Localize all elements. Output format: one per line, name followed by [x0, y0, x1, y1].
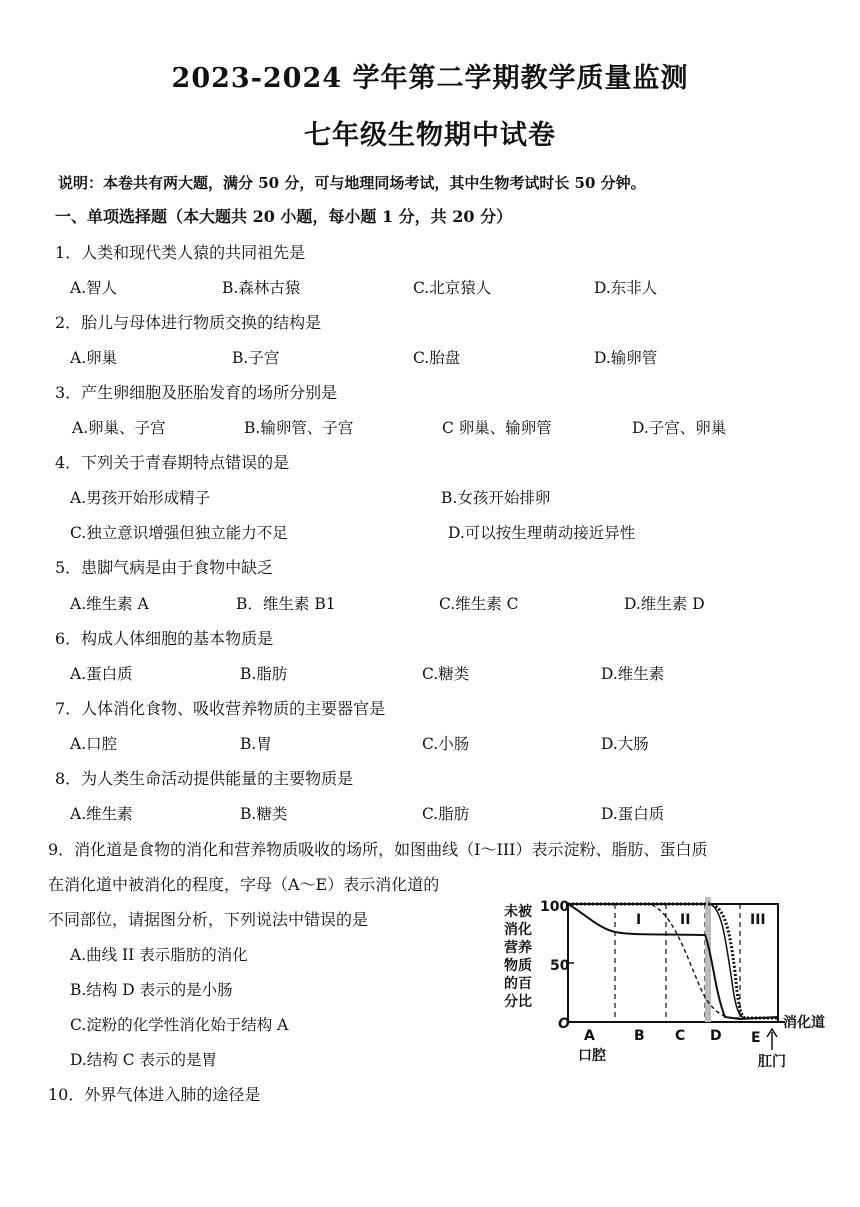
y-tick-origin: O	[558, 1016, 570, 1032]
curve-iii	[568, 904, 778, 1018]
y-tick-50: 50	[550, 958, 570, 974]
q7-option-a: A.口腔	[70, 735, 118, 753]
segment-c: C	[675, 1028, 686, 1044]
q5-option-d: D.维生素 D	[624, 595, 705, 613]
q8-option-a: A.维生素	[70, 805, 133, 823]
q9-option-d: D.结构 C 表示的是胃	[70, 1051, 218, 1069]
curve-label-ii: II	[680, 912, 691, 928]
q8-option-c: C.脂肪	[422, 805, 470, 823]
q6-option-c: C.糖类	[422, 665, 470, 683]
curve-label-iii: III	[750, 912, 766, 928]
q1-option-b: B.森林古猿	[222, 279, 301, 297]
ylabel-line-3: 营养	[504, 940, 532, 956]
curve-iii-edge	[710, 904, 744, 1018]
question-9-stem-line1: 9．消化道是食物的消化和营养物质吸收的场所，如图曲线（I～III）表示淀粉、脂肪、蛋白质	[48, 840, 708, 859]
question-9-stem-line2: 在消化道中被消化的程度，字母（A～E）表示消化道的	[48, 875, 440, 894]
q7-option-b: B.胃	[240, 735, 272, 753]
q8-option-d: D.蛋白质	[601, 805, 665, 823]
q7-option-d: D.大肠	[601, 735, 649, 753]
curve-ii	[568, 904, 778, 1018]
q1-option-d: D.东非人	[594, 279, 658, 297]
q9-option-b: B.结构 D 表示的是小肠	[70, 981, 233, 999]
mouth-label: 口腔	[578, 1048, 606, 1064]
q6-option-a: A.蛋白质	[70, 665, 133, 683]
q3-option-d: D.子宫、卵巢	[632, 419, 727, 437]
plot-frame	[568, 904, 778, 1022]
curve-label-i: I	[636, 912, 642, 928]
segment-b: B	[634, 1028, 645, 1044]
q7-option-c: C.小肠	[422, 735, 470, 753]
question-5-stem: 5．患脚气病是由于食物中缺乏	[55, 558, 274, 577]
segment-e: E	[751, 1030, 761, 1046]
x-axis-label: 消化道	[783, 1015, 825, 1031]
q4-option-a: A.男孩开始形成精子	[70, 489, 211, 507]
q1-option-a: A.智人	[70, 279, 118, 297]
section-heading: 一、单项选择题（本大题共 20 小题，每小题 1 分，共 20 分）	[55, 207, 513, 226]
question-2-stem: 2．胎儿与母体进行物质交换的结构是	[55, 313, 322, 332]
question-9-stem-line3: 不同部位，请据图分析，下列说法中错误的是	[48, 910, 369, 929]
q4-option-b: B.女孩开始排卵	[441, 489, 551, 507]
digestion-curve-figure	[500, 892, 830, 1072]
question-4-stem: 4．下列关于青春期特点错误的是	[55, 453, 290, 472]
q3-option-b: B.输卵管、子宫	[244, 419, 354, 437]
ylabel-line-4: 物质	[504, 958, 532, 974]
question-6-stem: 6．构成人体细胞的基本物质是	[55, 629, 274, 648]
q2-option-a: A.卵巢	[70, 349, 118, 367]
anus-label: 肛门	[758, 1054, 786, 1070]
ylabel-line-6: 分比	[504, 994, 532, 1010]
q5-option-a: A.维生素 A	[70, 595, 149, 613]
q9-option-c: C.淀粉的化学性消化始于结构 A	[70, 1016, 289, 1034]
segment-d: D	[710, 1028, 722, 1044]
y-tick-100: 100	[540, 899, 570, 915]
question-10-stem: 10．外界气体进入肺的途径是	[48, 1085, 261, 1104]
exam-title-line1: 2023-2024 学年第二学期教学质量监测	[171, 63, 689, 94]
gray-band	[705, 897, 711, 1022]
q9-option-a: A.曲线 II 表示脂肪的消化	[70, 946, 248, 964]
ylabel-line-1: 未被	[504, 904, 532, 920]
q3-option-a: A.卵巢、子宫	[72, 419, 166, 437]
instructions: 说明：本卷共有两大题，满分 50 分，可与地理同场考试，其中生物考试时长 50 分钟。	[58, 174, 646, 192]
q2-option-c: C.胎盘	[413, 349, 461, 367]
q1-option-c: C.北京猿人	[413, 279, 492, 297]
segment-a: A	[584, 1028, 595, 1044]
q4-option-c: C.独立意识增强但独立能力不足	[70, 524, 288, 542]
exam-title-line2: 七年级生物期中试卷	[304, 120, 556, 151]
q4-option-d: D.可以按生理萌动接近异性	[448, 524, 636, 542]
q2-option-d: D.输卵管	[594, 349, 658, 367]
ylabel-line-2: 消化	[504, 922, 532, 938]
q5-option-b: B．维生素 B1	[236, 595, 336, 613]
question-1-stem: 1．人类和现代类人猿的共同祖先是	[55, 243, 306, 262]
q3-option-c: C 卵巢、输卵管	[442, 419, 552, 437]
digestion-curve-svg	[500, 892, 830, 1072]
question-7-stem: 7．人体消化食物、吸收营养物质的主要器官是	[55, 699, 386, 718]
ylabel-line-5: 的百	[504, 976, 532, 992]
question-8-stem: 8．为人类生命活动提供能量的主要物质是	[55, 769, 354, 788]
q8-option-b: B.糖类	[240, 805, 288, 823]
q5-option-c: C.维生素 C	[439, 595, 519, 613]
q6-option-d: D.维生素	[601, 665, 665, 683]
q6-option-b: B.脂肪	[240, 665, 288, 683]
curve-i	[568, 904, 778, 1019]
q2-option-b: B.子宫	[232, 349, 280, 367]
question-3-stem: 3．产生卵细胞及胚胎发育的场所分别是	[55, 383, 338, 402]
